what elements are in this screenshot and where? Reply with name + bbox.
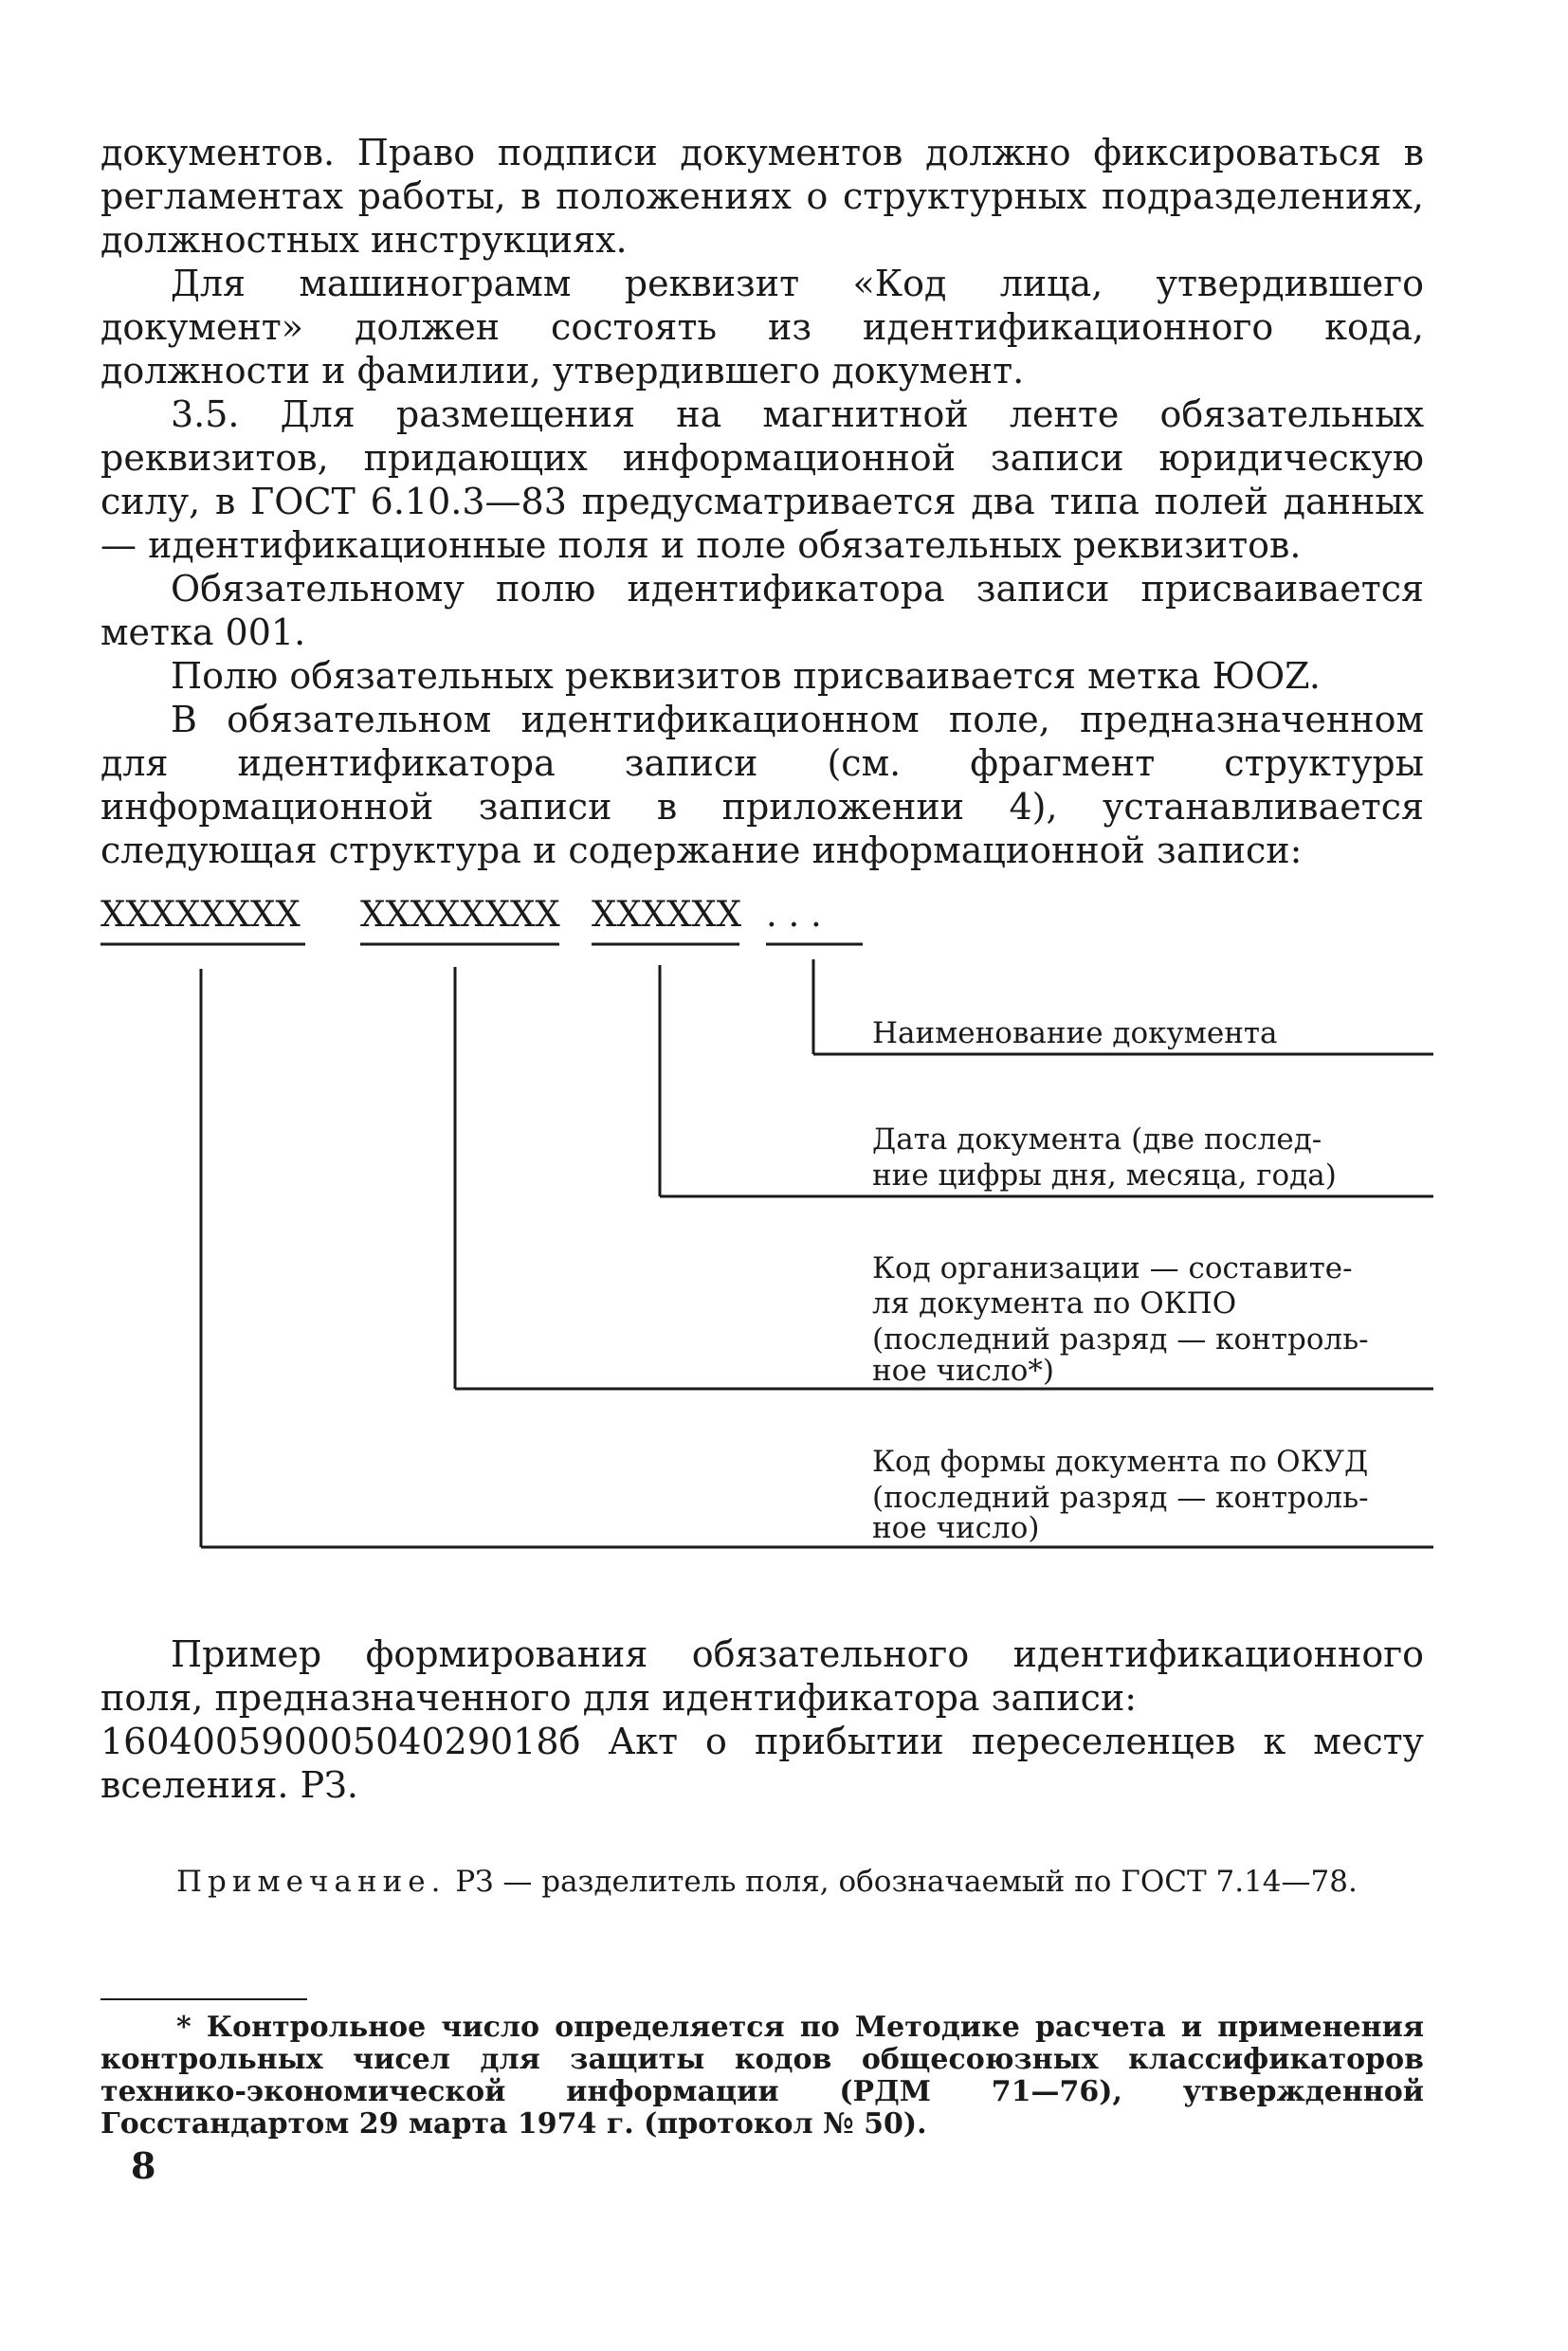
paragraph-6: В обязательном идентификационном поле, предназначенном для идентификатора записи (см. фрагмент структуры информационной записи в приложении 4), устанавливается следующая структура и содержание информационной записи: xyxy=(100,699,1424,871)
example-intro: Пример формирования обязательного идентификационного поля, предназначенного для идентификатора записи: xyxy=(100,1633,1424,1719)
paragraph-3: 3.5. Для размещения на магнитной ленте обязательных реквизитов, придающих информационной записи юридическую силу, в ГОСТ 6.10.3—83 предусматривается два типа полей данных — идентификационные поля и поле обязательных реквизитов. xyxy=(100,393,1424,566)
example-block xyxy=(100,1632,1424,1807)
note-label: Примечание. xyxy=(176,1865,447,1899)
paragraph-2: Для машинограмм реквизит «Код лица, утвердившего документ» должен состоять из идентификационного кода, должности и фамилии, утвердившего документ. xyxy=(100,263,1424,392)
code-date: XXXXXX xyxy=(592,894,742,935)
note-block xyxy=(100,1864,1424,1900)
leader-lines xyxy=(201,959,1433,1547)
label-document-date: Дата документа (две послед- ние цифры дня, месяца, года) xyxy=(872,1122,1337,1193)
paragraph-4: Обязательному полю идентификатора записи присваивается метка 001. xyxy=(100,568,1424,653)
example-value: 16040059000504029018б Акт о прибытии переселенцев к месту вселения. РЗ. xyxy=(100,1721,1424,1806)
footnote: * Контрольное число определяется по Методике расчета и применения контрольных чисел для защиты кодов общесоюзных классификаторов технико-экономической информации (РДМ 71—76), утвержденной Госстандартом 29 марта 1974 г. (протокол № 50). xyxy=(100,2011,1424,2141)
main-text xyxy=(100,131,1424,872)
footnote-divider xyxy=(100,1998,307,2000)
page-number: 8 xyxy=(131,2144,156,2187)
paragraph-5: Полю обязательных реквизитов присваивается метка ЮОZ. xyxy=(171,655,1321,697)
note-text: РЗ — разделитель поля, обозначаемый по ГОСТ 7.14—78. xyxy=(446,1865,1358,1899)
label-document-name: Наименование документа xyxy=(872,1016,1278,1050)
label-organization-code: Код организации — составите- ля документа по ОКПО (последний разряд — контроль- ное число*) xyxy=(872,1251,1369,1388)
code-form: XXXXXXXX xyxy=(100,894,301,935)
paragraph-1: документов. Право подписи документов должно фиксироваться в регламентах работы, в положениях о структурных подразделениях, должностных инструкциях. xyxy=(100,132,1424,261)
code-ellipsis: . . . xyxy=(766,894,822,935)
code-org: XXXXXXXX xyxy=(360,894,560,935)
label-form-code: Код формы документа по ОКУД (последний разряд — контроль- ное число) xyxy=(872,1445,1369,1545)
